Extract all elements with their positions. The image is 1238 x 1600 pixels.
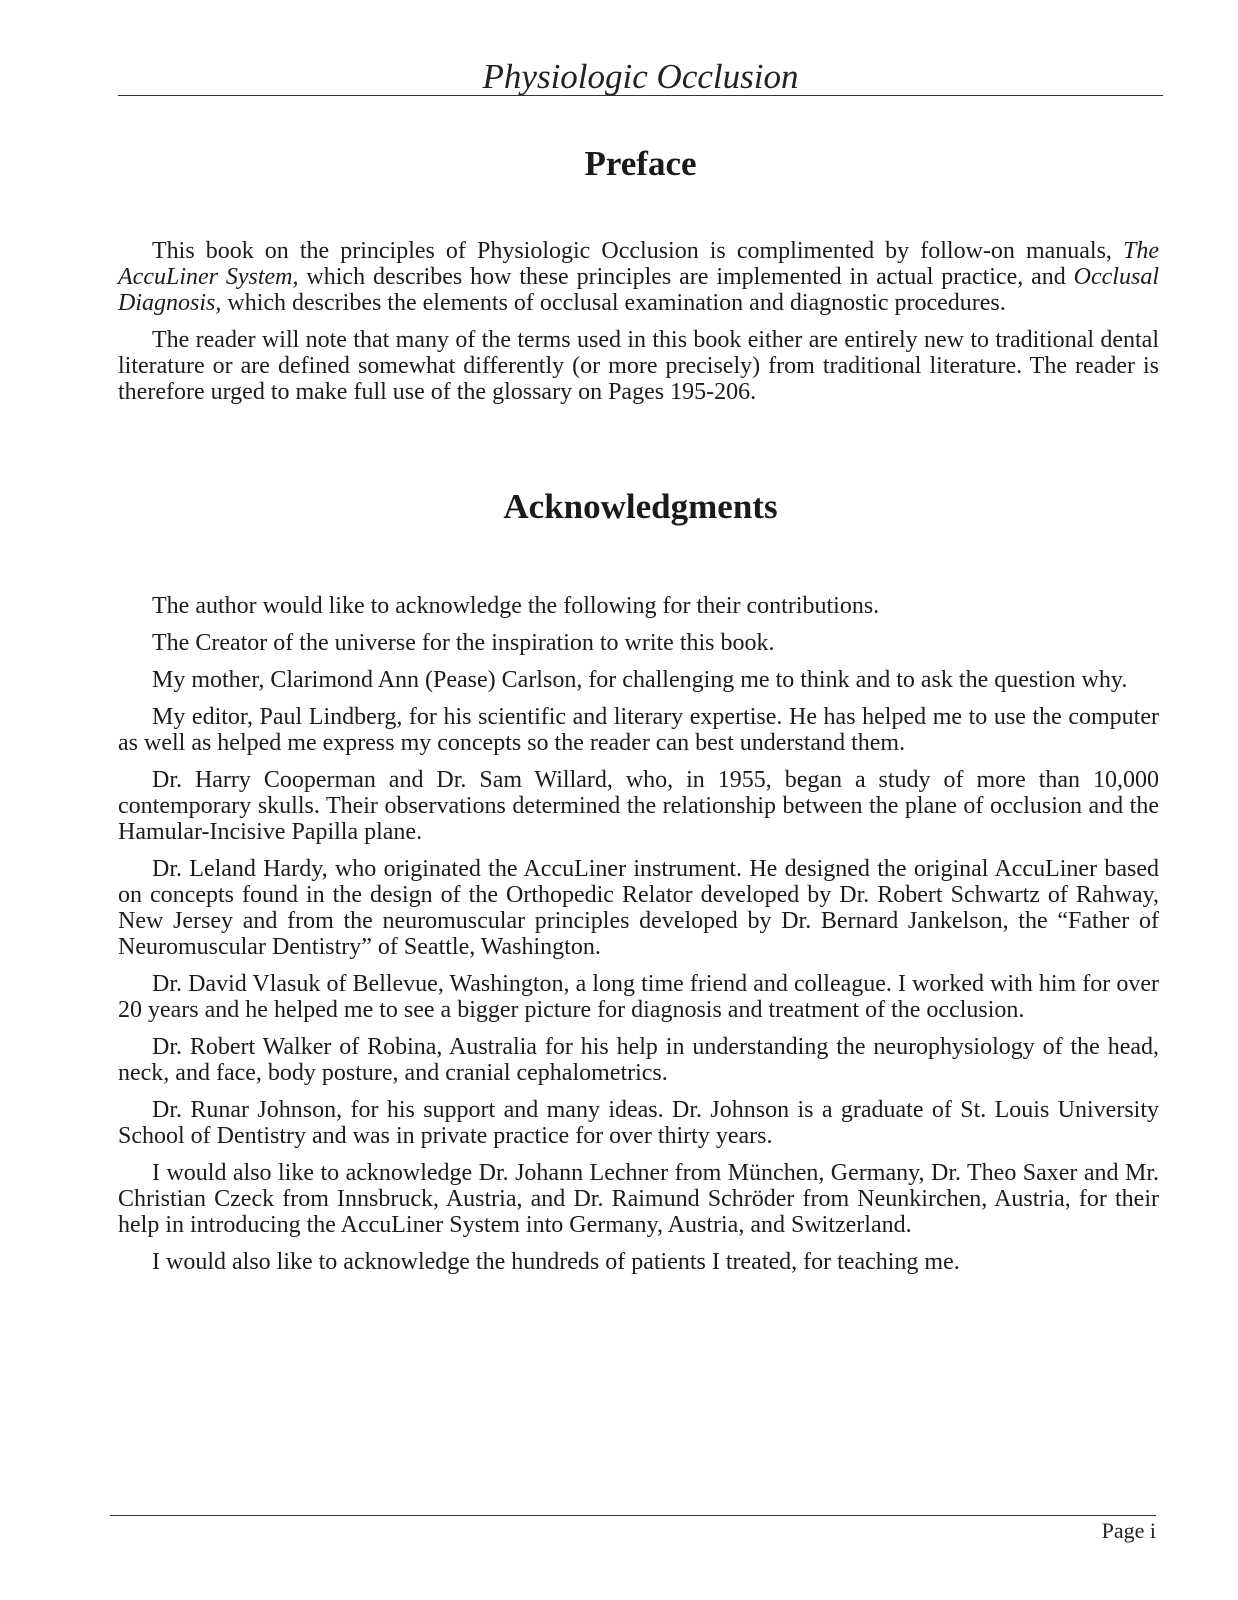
preface-p1-text-e: which describes the elements of occlusal examination and diagnostic procedures. bbox=[221, 290, 1006, 316]
ack-paragraph: I would also like to acknowledge Dr. Johann Lechner from München, Germany, Dr. Theo Saxer and Mr. Christian Czeck from Innsbruck, Austria, and Dr. Raimund Schröder from Neunkirchen, Austria, for their help in introducing the AccuLiner System into Germany, Austria, and Switzerland. bbox=[118, 1160, 1159, 1238]
ack-paragraph: I would also like to acknowledge the hundreds of patients I treated, for teaching me. bbox=[152, 1249, 960, 1275]
book-title-acculiner-system: The AccuLiner System, bbox=[118, 238, 1159, 290]
page-number: Page i bbox=[1101, 1518, 1156, 1543]
ack-paragraph: Dr. Harry Cooperman and Dr. Sam Willard, who, in 1955, began a study of more than 10,000 contemporary skulls. Their observations determined the relationship between the plane of occlusion and the Hamular-Incisive Papilla plane. bbox=[118, 767, 1159, 845]
ack-paragraph: My editor, Paul Lindberg, for his scientific and literary expertise. He has helped me to use the computer as well as helped me express my concepts so the reader can best understand them. bbox=[118, 704, 1159, 756]
ack-paragraph: Dr. David Vlasuk of Bellevue, Washington, a long time friend and colleague. I worked with him for over 20 years and he helped me to see a bigger picture for diagnosis and treatment of the occlusion. bbox=[118, 971, 1159, 1023]
running-header-title: Physiologic Occlusion bbox=[482, 57, 799, 96]
acknowledgments-body bbox=[118, 593, 1159, 1275]
preface-p1-text-a: This book on the principles of Physiologic Occlusion is complimented by follow-on manuals, bbox=[152, 238, 1123, 264]
ack-paragraph: Dr. Robert Walker of Robina, Australia for his help in understanding the neurophysiology of the head, neck, and face, body posture, and cranial cephalometrics. bbox=[118, 1034, 1159, 1086]
ack-paragraph: The author would like to acknowledge the following for their contributions. bbox=[152, 593, 880, 619]
ack-paragraph: The Creator of the universe for the inspiration to write this book. bbox=[152, 630, 775, 656]
acknowledgments-heading: Acknowledgments bbox=[503, 487, 778, 526]
preface-p1-text-c: which describes how these principles are implemented in actual practice, and bbox=[298, 264, 1074, 290]
preface-heading: Preface bbox=[584, 144, 697, 183]
preface-paragraph-1 bbox=[118, 238, 1159, 316]
ack-paragraph: Dr. Runar Johnson, for his support and many ideas. Dr. Johnson is a graduate of St. Louis University School of Dentistry and was in private practice for over thirty years. bbox=[118, 1097, 1159, 1149]
preface-body bbox=[118, 238, 1159, 405]
ack-paragraph: My mother, Clarimond Ann (Pease) Carlson, for challenging me to think and to ask the question why. bbox=[152, 667, 1128, 693]
header-rule bbox=[118, 95, 1163, 96]
footer-rule bbox=[110, 1515, 1156, 1516]
ack-paragraph: Dr. Leland Hardy, who originated the AccuLiner instrument. He designed the original AccuLiner based on concepts found in the design of the Orthopedic Relator developed by Dr. Robert Schwartz of Rahway, New Jersey and from the neuromuscular principles developed by Dr. Bernard Jankelson, the “Father of Neuromuscular Dentistry” of Seattle, Washington. bbox=[118, 856, 1159, 960]
book-title-occlusal-diagnosis: Occlusal Diagnosis, bbox=[118, 264, 1159, 316]
preface-paragraph-2: The reader will note that many of the terms used in this book either are entirely new to traditional dental literature or are defined somewhat differently (or more precisely) from traditional literature. The reader is therefore urged to make full use of the glossary on Pages 195-206. bbox=[118, 327, 1159, 405]
